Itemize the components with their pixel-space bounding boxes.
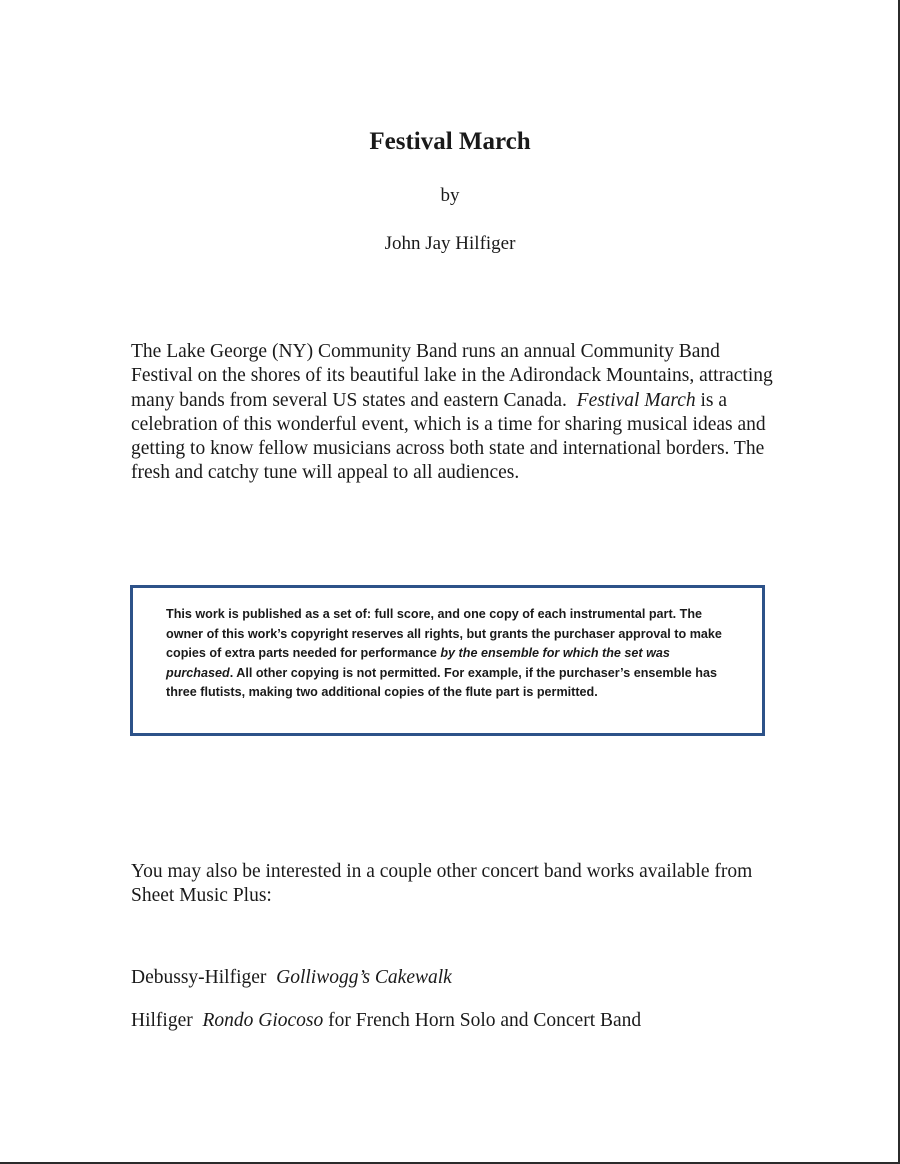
work-composer: Hilfiger [131,1010,193,1031]
copyright-notice-text [166,605,734,703]
notice-text-part1: This work is published as a set of: full score, and one copy of each instrumental part. The owner of this work’s copyright reserves all rights, but grants the purchaser approval to make copies of extra parts needed for performance [166,607,722,660]
copyright-notice-box [130,585,765,736]
notice-italic-text: by the ensemble for which the set was purchased [166,646,670,680]
work-title: Rondo Giocoso [202,1010,324,1031]
work-suffix: for French Horn Solo and Concert Band [328,1010,642,1031]
related-work-item [131,967,452,989]
author-name: John Jay Hilfiger [384,233,516,254]
page-title: Festival March [369,128,531,155]
byline: by [440,185,460,206]
intro-text-part2: is a celebration of this wonderful event, which is a time for sharing musical ideas and getting to know fellow musicians across both state and international borders. The fresh and catchy tune will appeal to all audiences. [131,389,766,484]
work-composer: Debussy-Hilfiger [131,967,267,988]
work-title: Golliwogg’s Cakewalk [276,967,452,988]
intro-italic-title: Festival March [576,389,696,411]
intro-paragraph [131,340,781,486]
notice-text-part2: . All other copying is not permitted. For example, if the purchaser’s ensemble has three flutists, making two additional copies of the flute part is permitted. [166,665,718,699]
intro-text-part1: The Lake George (NY) Community Band runs an annual Community Band Festival on the shores of its beautiful lake in the Adirondack Mountains, attracting many bands from several US states and eastern Canada. [131,341,773,411]
interest-paragraph: You may also be interested in a couple other concert band works available from Sheet Music Plus: [131,861,753,907]
related-work-item [131,1010,641,1032]
